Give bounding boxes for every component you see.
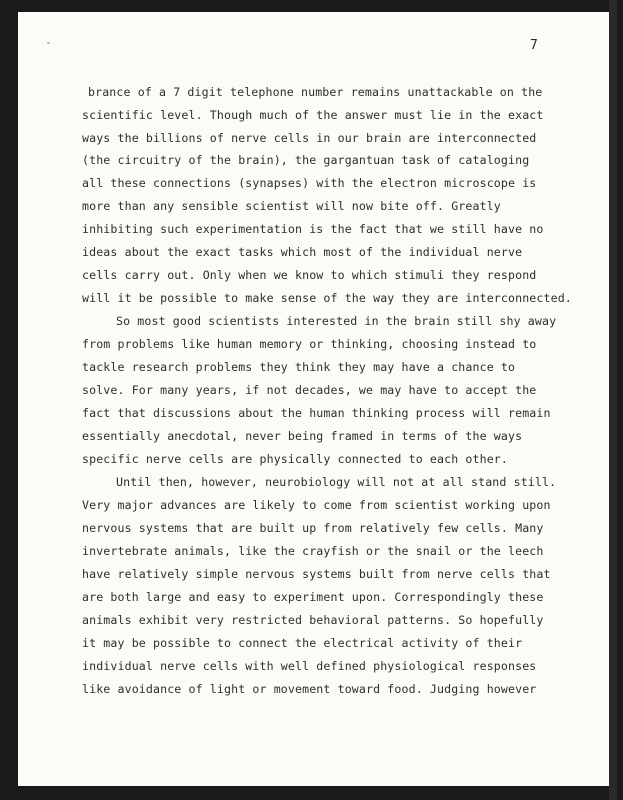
text-line: individual nerve cells with well defined physiological responses	[82, 659, 537, 673]
text-line: fact that discussions about the human thinking process will remain	[82, 406, 551, 420]
text-line: ideas about the exact tasks which most of the individual nerve	[82, 245, 523, 259]
page-number: 7	[530, 38, 538, 53]
text-line: have relatively simple nervous systems built from nerve cells that	[82, 567, 551, 581]
text-line: specific nerve cells are physically connected to each other.	[82, 452, 509, 466]
text-line: tackle research problems they think they may have a chance to	[82, 360, 516, 374]
text-line: will it be possible to make sense of the way they are interconnected.	[82, 291, 572, 305]
text-line: solve. For many years, if not decades, we may have to accept the	[82, 383, 537, 397]
text-line: (the circuitry of the brain), the gargantuan task of cataloging	[82, 153, 530, 167]
text-line: nervous systems that are built up from relatively few cells. Many	[82, 521, 544, 535]
text-line: cells carry out. Only when we know to which stimuli they respond	[82, 268, 537, 282]
text-line: from problems like human memory or thinking, choosing instead to	[82, 337, 537, 351]
text-line: invertebrate animals, like the crayfish or the snail or the leech	[82, 544, 544, 558]
text-line: animals exhibit very restricted behavioral patterns. So hopefully	[82, 613, 544, 627]
text-line: inhibiting such experimentation is the fact that we still have no	[82, 222, 544, 236]
text-line: So most good scientists interested in the brain still shy away	[116, 314, 557, 328]
text-line: ways the billions of nerve cells in our brain are interconnected	[82, 131, 537, 145]
text-line: Until then, however, neurobiology will not at all stand still.	[116, 475, 557, 489]
text-line: it may be possible to connect the electrical activity of their	[82, 636, 523, 650]
text-line: scientific level. Though much of the answer must lie in the exact	[82, 108, 544, 122]
text-line: more than any sensible scientist will now bite off. Greatly	[82, 199, 501, 213]
text-line: are both large and easy to experiment upon. Correspondingly these	[82, 590, 544, 604]
document-page	[18, 12, 609, 786]
text-line: all these connections (synapses) with the electron microscope is	[82, 176, 537, 190]
text-line: like avoidance of light or movement toward food. Judging however	[82, 682, 537, 696]
scan-edge-strip	[609, 0, 617, 800]
text-line: Very major advances are likely to come from scientist working upon	[82, 498, 551, 512]
text-line: brance of a 7 digit telephone number remains unattackable on the	[88, 85, 543, 99]
text-line: essentially anecdotal, never being framed in terms of the ways	[82, 429, 523, 443]
paper-speck	[47, 42, 50, 44]
